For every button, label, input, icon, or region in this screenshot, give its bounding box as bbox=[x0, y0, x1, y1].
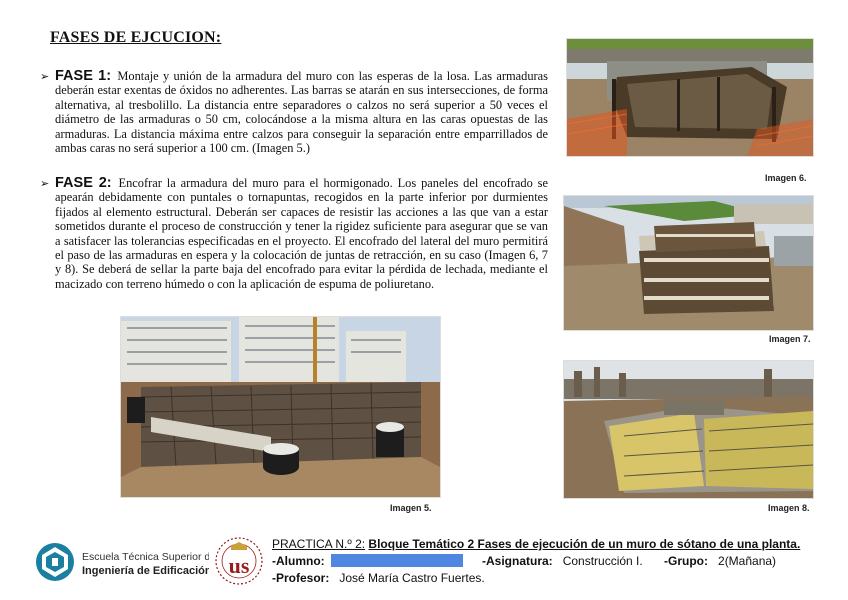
photo-formwork-with-fence bbox=[566, 38, 814, 157]
photo-rebar-and-buildings bbox=[120, 316, 441, 498]
practica-label: PRACTICA N.º 2: bbox=[272, 537, 366, 551]
arrow-bullet-icon: ➢ bbox=[40, 177, 50, 190]
alumno-row bbox=[272, 553, 832, 570]
phase-2-block bbox=[40, 176, 548, 291]
profesor-label: -Profesor: bbox=[272, 571, 330, 585]
alumno-label: -Alumno: bbox=[272, 554, 325, 568]
page-title: FASES DE EJCUCION: bbox=[50, 29, 222, 46]
etsie-line-2: Ingeniería de Edificación bbox=[82, 565, 209, 577]
etsie-logo bbox=[34, 538, 209, 588]
svg-text:us: us bbox=[228, 553, 250, 578]
grupo-value: 2(Mañana) bbox=[718, 554, 777, 568]
etsie-line-1: Escuela Técnica Superior de bbox=[82, 551, 209, 563]
footer-info bbox=[272, 536, 832, 587]
photo-formwork-excavation bbox=[563, 195, 814, 331]
practica-row bbox=[272, 536, 832, 553]
etsie-emblem-icon bbox=[36, 543, 74, 581]
phase-2-paragraph bbox=[55, 176, 548, 291]
caption-imagen-5: Imagen 5. bbox=[390, 503, 432, 513]
phase-1-block bbox=[40, 69, 548, 155]
asignatura-value: Construcción I. bbox=[562, 554, 643, 568]
caption-imagen-8: Imagen 8. bbox=[768, 503, 810, 513]
phase-2-text: Encofrar la armadura del muro para el hormigonado. Los paneles del encofrado se apearán debidamente con puntales o tornapuntas, recogidos en la parte inferior por durmientes fijados al elemento estructural. Deberán ser capaces de resistir las acciones a las que van a estar sometidos durante el proceso de construcción y tener la rigidez suficiente para asegurar que se van a satisfacer las tolerancias especificadas en el proyecto. El encofrado del lateral del muro permitirá el paso de las armaduras en espera y la colocación de juntas de retracción, en su caso (Imagen 6, 7 y 8). Se deberá de sellar la parte baja del encofrado para evitar la pérdida de lechada, mediante el macizado con terreno húmedo o con la aplicación de espuma de poliuretano. bbox=[55, 176, 548, 291]
caption-imagen-7: Imagen 7. bbox=[769, 334, 811, 344]
phase-1-label: FASE 1: bbox=[55, 68, 112, 84]
redacted-student-name bbox=[331, 554, 463, 567]
photo-yellow-formwork-panels bbox=[563, 360, 814, 499]
profesor-row bbox=[272, 570, 832, 587]
practica-title: Bloque Temático 2 Fases de ejecución de un muro de sótano de una planta. bbox=[368, 537, 801, 551]
grupo-label: -Grupo: bbox=[664, 554, 708, 568]
asignatura-label: -Asignatura: bbox=[482, 554, 553, 568]
profesor-value: José María Castro Fuertes. bbox=[339, 571, 485, 585]
phase-1-paragraph bbox=[55, 69, 548, 155]
phase-1-text: Montaje y unión de la armadura del muro con las esperas de la losa. Las armaduras deberán estar exentas de óxidos no adherentes. Las barras se atarán en sus intersecciones, de forma alternativa, al tresbolillo. La distancia entre separadores o calzos no será superior a 50 veces el diámetro de las armaduras o 50 cm, colocándose a la misma altura en las caras opuestas de las armaduras. La distancia máxima entre calzos para conseguir la separación entre emparrillados de ambas caras no será superior a 100 cm. (Imagen 5.) bbox=[55, 69, 548, 156]
arrow-bullet-icon: ➢ bbox=[40, 70, 50, 83]
university-seal-icon bbox=[214, 536, 264, 586]
phase-2-label: FASE 2: bbox=[55, 175, 112, 191]
universidad-sevilla-seal bbox=[214, 536, 264, 586]
caption-imagen-6: Imagen 6. bbox=[765, 173, 807, 183]
